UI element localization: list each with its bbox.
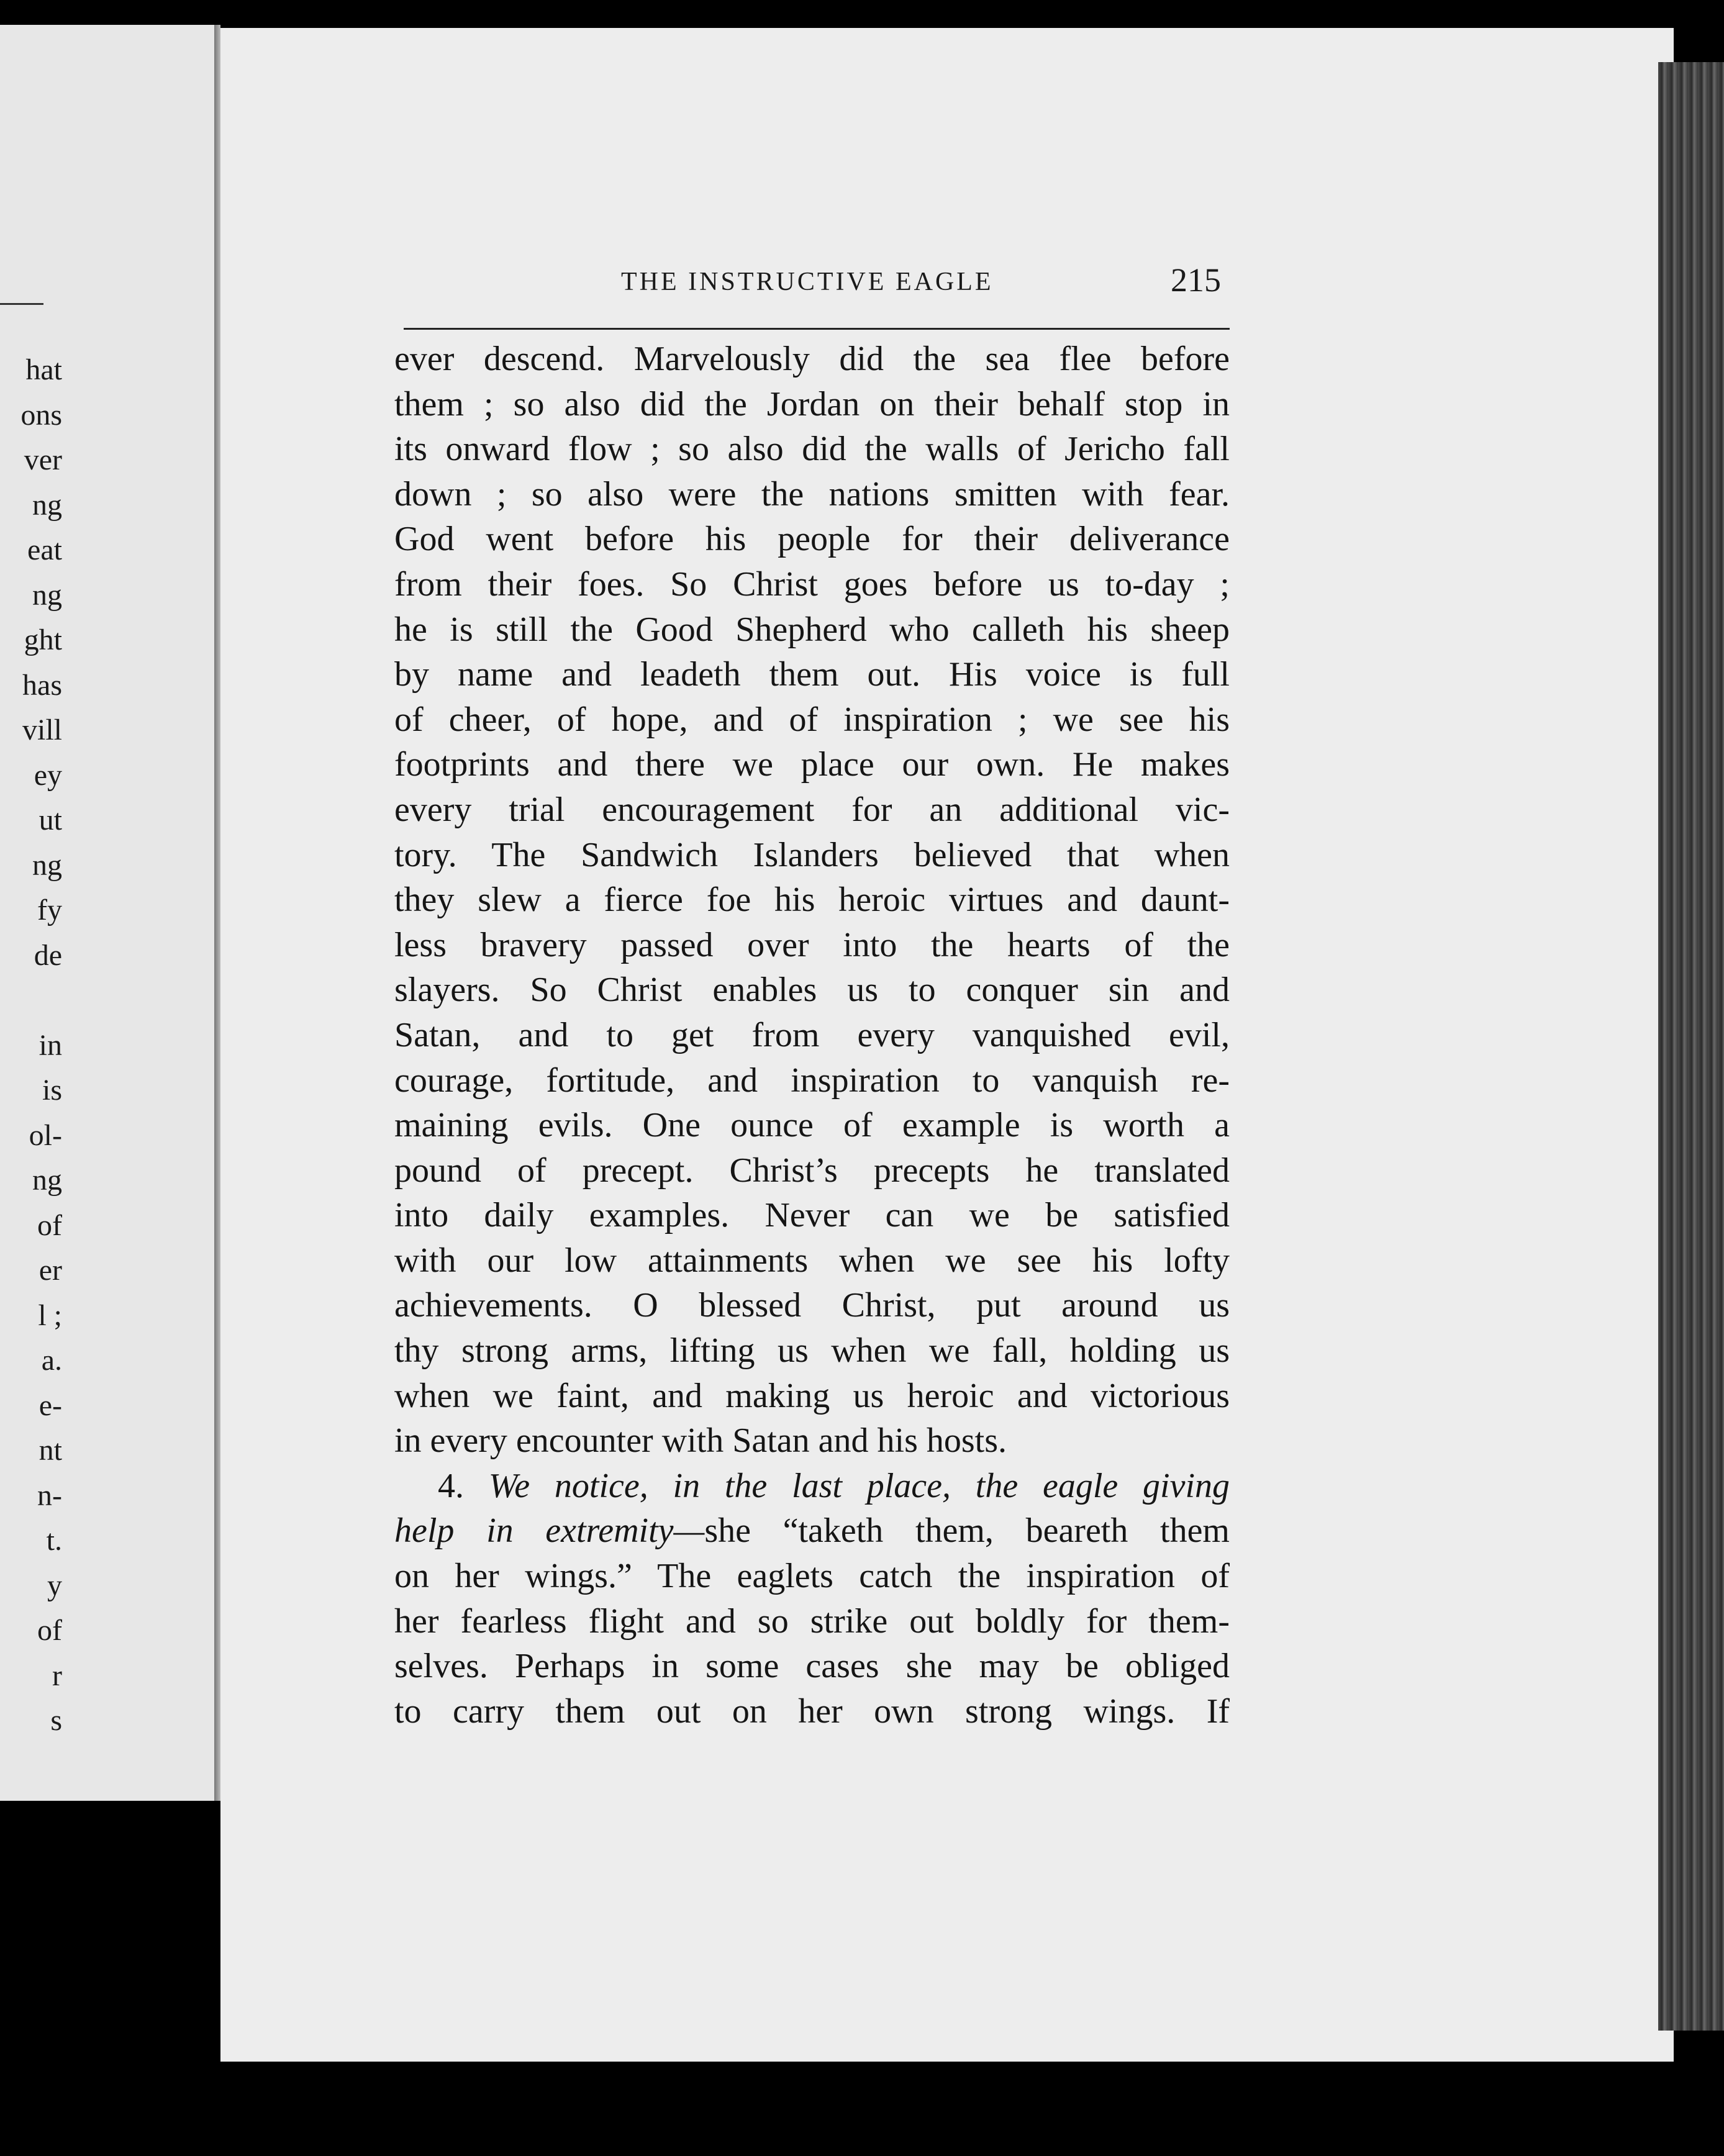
text-line: slayers. So Christ enables us to conquer sin and xyxy=(394,971,1230,1010)
facing-page-fragment: ver xyxy=(24,443,62,476)
facing-page-fragment: er xyxy=(39,1254,62,1287)
text-line: less bravery passed over into the hearts of the xyxy=(394,925,1230,964)
facing-page-fragment: ght xyxy=(24,623,62,656)
facing-page-fragment: ng xyxy=(32,578,62,612)
facing-page-fragment: ut xyxy=(39,804,62,836)
facing-page-fragment: y xyxy=(47,1569,62,1602)
italic-heading-part-1: We notice, in the last place, the eagle giving xyxy=(488,1466,1230,1505)
facing-page-fragment: ons xyxy=(20,398,62,432)
facing-page-fragment: fy xyxy=(37,894,62,926)
text-line: pound of precept. Christ’s precepts he translated xyxy=(394,1151,1230,1190)
text-line: with our low attainments when we see his lofty xyxy=(394,1241,1230,1280)
text-line: Satan, and to get from every vanquished evil, xyxy=(394,1015,1230,1054)
text-line: in every encounter with Satan and his hosts. xyxy=(394,1421,1007,1461)
book-gutter xyxy=(214,25,220,1801)
text-line: ever descend. Marvelously did the sea flee before xyxy=(394,340,1230,378)
facing-page-fragment: nt xyxy=(39,1434,62,1467)
text-line: courage, fortitude, and inspiration to vanquish re- xyxy=(394,1061,1230,1100)
italic-heading-part-2: help in extremity— xyxy=(394,1511,705,1551)
facing-page-fragment: has xyxy=(22,668,62,702)
paragraph-number: 4. xyxy=(438,1466,464,1505)
text-line: them ; so also did the Jordan on their behalf stop in xyxy=(394,384,1230,424)
facing-page-fragment: in xyxy=(39,1028,62,1062)
text-line: into daily examples. Never can we be satisfied xyxy=(394,1196,1230,1235)
facing-page-fragment: a. xyxy=(41,1344,62,1377)
text-line: on her wings.” The eaglets catch the inspiration of xyxy=(394,1557,1230,1596)
paragraph-4-line-1 xyxy=(394,1464,1230,1509)
facing-page-text xyxy=(0,348,62,1744)
text-line: from their foes. So Christ goes before us to-day ; xyxy=(394,564,1230,604)
facing-page-fragment: of xyxy=(37,1614,62,1647)
page-edges xyxy=(1658,62,1724,2031)
facing-page-fragment: ng xyxy=(32,488,62,522)
text-line: down ; so also were the nations smitten with fear. xyxy=(394,474,1230,514)
text-line: footprints and there we place our own. He makes xyxy=(394,745,1230,784)
text-line: maining evils. One ounce of example is worth a xyxy=(394,1106,1230,1145)
text-line: he is still the Good Shepherd who calleth his sheep xyxy=(394,610,1230,649)
facing-page-fragment: n- xyxy=(37,1479,62,1512)
text-span: she “taketh them, beareth them xyxy=(704,1511,1230,1551)
facing-page-fragment: e- xyxy=(39,1388,62,1422)
body-text xyxy=(394,337,1230,1734)
facing-page xyxy=(0,25,214,1801)
facing-page-fragment: s xyxy=(50,1704,62,1737)
text-line: when we faint, and making us heroic and victorious xyxy=(394,1376,1230,1415)
facing-page-fragment: t. xyxy=(46,1524,62,1557)
facing-page-fragment: ng xyxy=(32,848,62,882)
page-number: 215 xyxy=(1171,261,1221,299)
text-line: selves. Perhaps in some cases she may be obliged xyxy=(394,1647,1230,1686)
facing-page-rule xyxy=(0,303,43,305)
text-line: every trial encouragement for an additional vic- xyxy=(394,790,1230,829)
facing-page-fragment: l ; xyxy=(38,1298,62,1332)
header-rule xyxy=(404,328,1230,330)
text-line: achievements. O blessed Christ, put around us xyxy=(394,1286,1230,1325)
facing-page-fragment: ng xyxy=(32,1164,62,1197)
text-line: by name and leadeth them out. His voice is full xyxy=(394,655,1230,694)
facing-page-fragment: ey xyxy=(34,758,62,792)
running-head: THE INSTRUCTIVE EAGLE xyxy=(621,268,994,296)
facing-page-fragment: r xyxy=(52,1659,62,1692)
text-line: to carry them out on her own strong wings. If xyxy=(394,1692,1230,1731)
text-line: her fearless flight and so strike out boldly for them- xyxy=(394,1601,1230,1641)
facing-page-fragment: hat xyxy=(25,353,62,386)
facing-page-fragment: is xyxy=(42,1074,62,1107)
text-line: they slew a fierce foe his heroic virtues and daunt- xyxy=(394,881,1230,920)
facing-page-fragment: eat xyxy=(27,533,62,566)
facing-page-fragment xyxy=(0,978,62,1023)
text-line: tory. The Sandwich Islanders believed that when xyxy=(394,835,1230,874)
facing-page-fragment: ol- xyxy=(29,1118,62,1152)
facing-page-fragment: vill xyxy=(22,713,62,746)
text-line: thy strong arms, lifting us when we fall, holding us xyxy=(394,1331,1230,1370)
text-line: God went before his people for their deliverance xyxy=(394,520,1230,559)
text-line: its onward flow ; so also did the walls of Jericho fall xyxy=(394,430,1230,469)
facing-page-fragment: of xyxy=(37,1208,62,1242)
text-line: of cheer, of hope, and of inspiration ; we see his xyxy=(394,700,1230,739)
facing-page-fragment: de xyxy=(34,938,62,972)
paragraph-4-line-2 xyxy=(394,1508,1230,1554)
